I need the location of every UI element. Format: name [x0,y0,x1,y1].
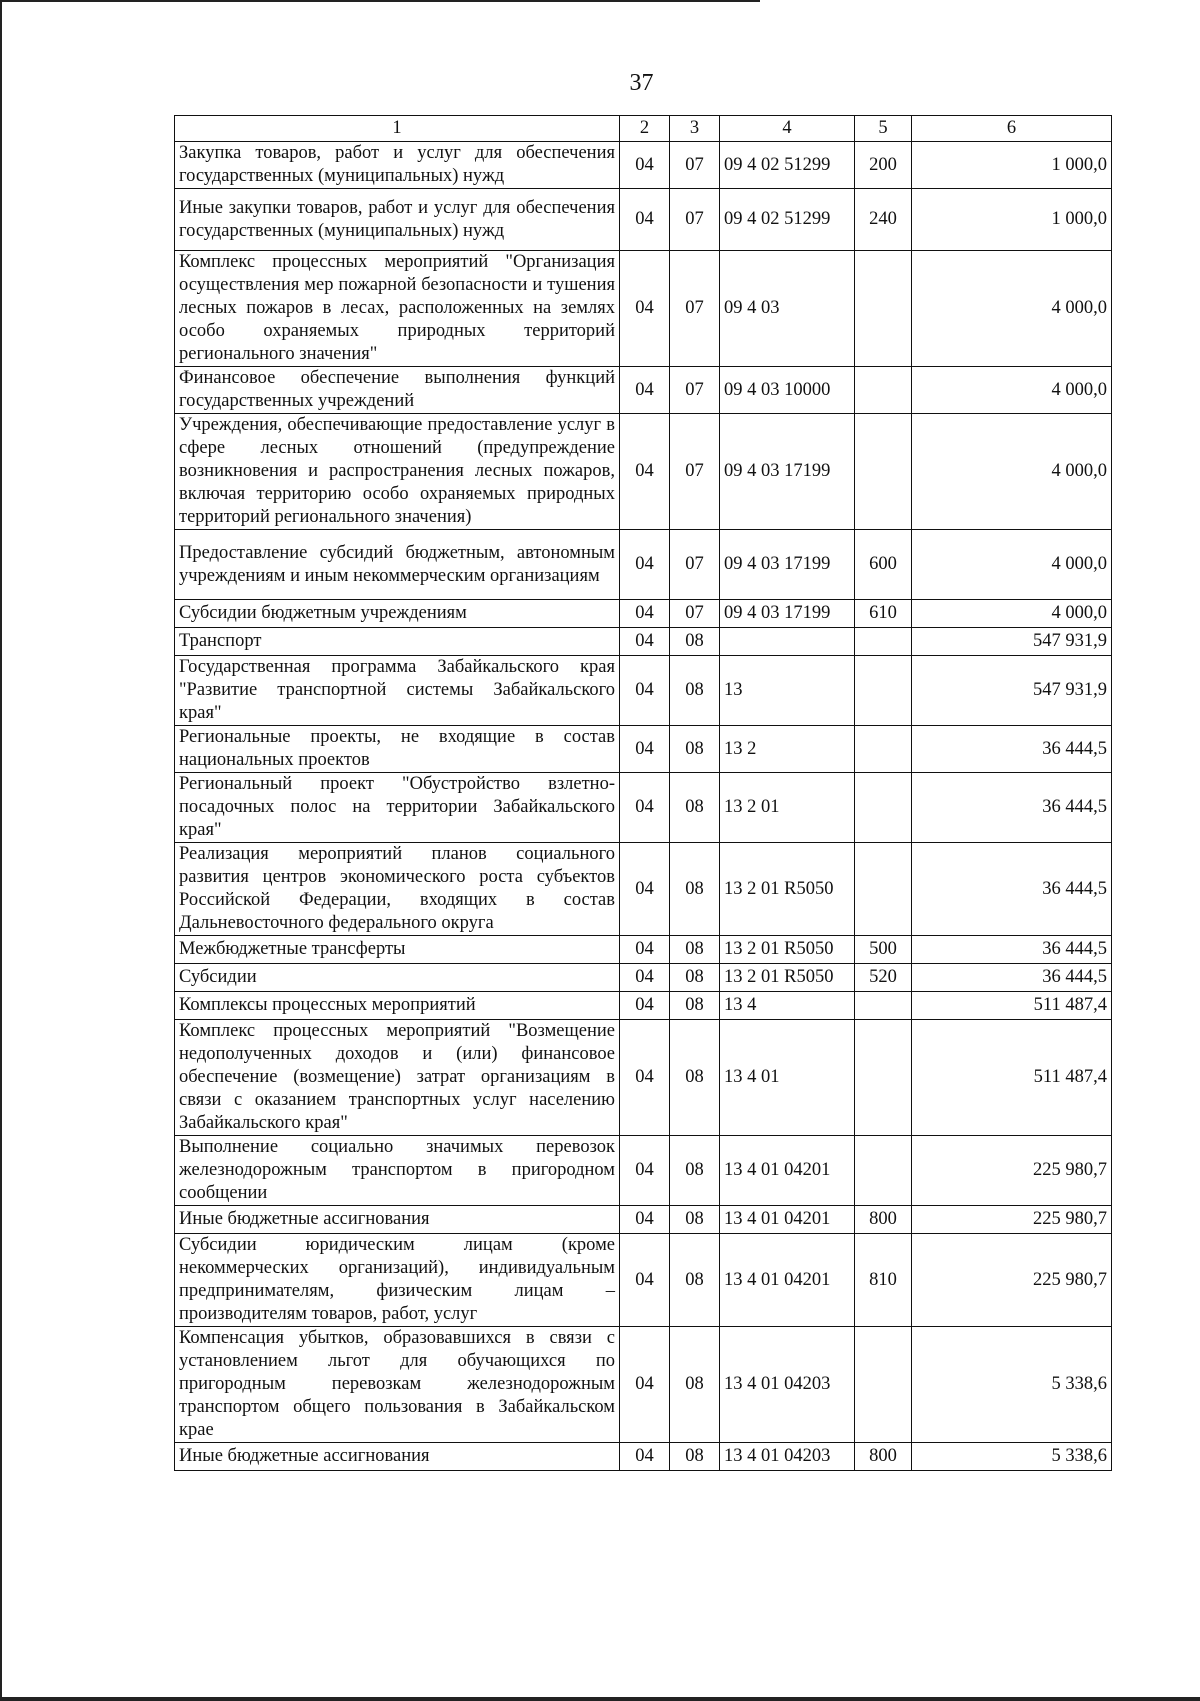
table-row [175,936,1112,964]
row-expense-type [855,773,912,843]
row-subsection: 08 [670,726,720,773]
row-section: 04 [620,189,670,251]
row-expense-type: 800 [855,1443,912,1471]
row-target-article [720,628,855,656]
table-row [175,1234,1112,1327]
scan-edge-top [0,0,760,2]
row-target-article: 13 4 01 04201 [720,1234,855,1327]
table-row [175,1327,1112,1443]
row-target-article: 09 4 02 51299 [720,189,855,251]
header-row [175,116,1112,142]
row-expense-type [855,726,912,773]
table-row [175,1206,1112,1234]
row-subsection: 08 [670,1327,720,1443]
row-amount: 1 000,0 [912,189,1112,251]
row-section: 04 [620,251,670,367]
row-section: 04 [620,600,670,628]
row-subsection: 08 [670,843,720,936]
row-name: Комплекс процессных мероприятий "Организация осуществления мер пожарной безопасности и тушения лесных пожаров в лесах, расположенных на землях особо охраняемых природных территорий регионального значения" [175,251,620,367]
row-amount: 547 931,9 [912,656,1112,726]
row-target-article: 13 2 [720,726,855,773]
row-subsection: 07 [670,367,720,414]
table-row [175,189,1112,251]
row-subsection: 07 [670,530,720,600]
row-section: 04 [620,843,670,936]
row-name: Учреждения, обеспечивающие предоставление услуг в сфере лесных отношений (предупреждение возникновения и распространения лесных пожаров, включая территорию особо охраняемых природных территорий регионального значения) [175,414,620,530]
scan-edge-left [0,0,2,1701]
table-row [175,414,1112,530]
row-amount: 36 444,5 [912,726,1112,773]
row-subsection: 08 [670,936,720,964]
row-section: 04 [620,1206,670,1234]
row-target-article: 13 2 01 R5050 [720,936,855,964]
row-section: 04 [620,773,670,843]
table-row [175,628,1112,656]
row-name: Региональный проект "Обустройство взлетно-посадочных полос на территории Забайкальского края" [175,773,620,843]
row-amount: 36 444,5 [912,843,1112,936]
column-header: 5 [855,116,912,142]
row-expense-type [855,992,912,1020]
row-section: 04 [620,628,670,656]
row-expense-type: 800 [855,1206,912,1234]
row-subsection: 08 [670,1020,720,1136]
row-section: 04 [620,1327,670,1443]
row-target-article: 13 2 01 [720,773,855,843]
row-name: Комплекс процессных мероприятий "Возмещение недополученных доходов и (или) финансовое обеспечение (возмещение) затрат организациям в связи с оказанием транспортных услуг населению Забайкальского края" [175,1020,620,1136]
row-expense-type: 600 [855,530,912,600]
column-header: 3 [670,116,720,142]
row-expense-type: 200 [855,142,912,189]
table-row [175,142,1112,189]
row-expense-type [855,414,912,530]
row-target-article: 13 4 01 04201 [720,1136,855,1206]
row-expense-type [855,843,912,936]
row-section: 04 [620,142,670,189]
row-section: 04 [620,1136,670,1206]
row-subsection: 08 [670,1234,720,1327]
row-target-article: 09 4 02 51299 [720,142,855,189]
row-amount: 225 980,7 [912,1136,1112,1206]
row-subsection: 07 [670,414,720,530]
row-name: Реализация мероприятий планов социального развития центров экономического роста субъектов Российской Федерации, входящих в состав Дальневосточного федерального округа [175,843,620,936]
row-section: 04 [620,367,670,414]
row-section: 04 [620,726,670,773]
table-row [175,1443,1112,1471]
row-expense-type: 500 [855,936,912,964]
row-target-article: 13 [720,656,855,726]
row-name: Субсидии [175,964,620,992]
row-amount: 4 000,0 [912,367,1112,414]
row-subsection: 07 [670,142,720,189]
row-name: Межбюджетные трансферты [175,936,620,964]
row-amount: 225 980,7 [912,1234,1112,1327]
row-name: Региональные проекты, не входящие в состав национальных проектов [175,726,620,773]
row-name: Субсидии бюджетным учреждениям [175,600,620,628]
row-target-article: 09 4 03 10000 [720,367,855,414]
row-name: Предоставление субсидий бюджетным, автономным учреждениям и иным некоммерческим организациям [175,530,620,600]
row-target-article: 09 4 03 17199 [720,600,855,628]
row-expense-type [855,1327,912,1443]
table-row [175,1020,1112,1136]
row-amount: 511 487,4 [912,992,1112,1020]
row-subsection: 08 [670,992,720,1020]
scan-edge-bottom [0,1697,1200,1701]
table-row [175,251,1112,367]
row-name: Иные бюджетные ассигнования [175,1443,620,1471]
row-amount: 4 000,0 [912,530,1112,600]
row-target-article: 13 4 [720,992,855,1020]
column-header: 6 [912,116,1112,142]
row-name: Иные закупки товаров, работ и услуг для обеспечения государственных (муниципальных) нужд [175,189,620,251]
row-expense-type [855,1020,912,1136]
page-number: 37 [629,70,654,96]
row-amount: 36 444,5 [912,964,1112,992]
row-section: 04 [620,992,670,1020]
row-amount: 4 000,0 [912,414,1112,530]
row-section: 04 [620,936,670,964]
row-target-article: 13 4 01 04201 [720,1206,855,1234]
row-target-article: 13 2 01 R5050 [720,843,855,936]
column-header: 1 [175,116,620,142]
row-subsection: 08 [670,773,720,843]
budget-table [174,115,1112,1471]
row-name: Закупка товаров, работ и услуг для обеспечения государственных (муниципальных) нужд [175,142,620,189]
row-amount: 5 338,6 [912,1443,1112,1471]
row-expense-type [855,251,912,367]
table-row [175,726,1112,773]
row-amount: 36 444,5 [912,773,1112,843]
table-row [175,656,1112,726]
row-amount: 4 000,0 [912,251,1112,367]
row-amount: 4 000,0 [912,600,1112,628]
row-subsection: 08 [670,628,720,656]
row-expense-type: 610 [855,600,912,628]
table-row [175,992,1112,1020]
row-section: 04 [620,656,670,726]
row-expense-type [855,1136,912,1206]
row-amount: 511 487,4 [912,1020,1112,1136]
row-subsection: 08 [670,964,720,992]
row-expense-type: 520 [855,964,912,992]
row-expense-type [855,628,912,656]
table-row [175,600,1112,628]
row-section: 04 [620,964,670,992]
row-target-article: 09 4 03 17199 [720,414,855,530]
row-name: Комплексы процессных мероприятий [175,992,620,1020]
column-header: 4 [720,116,855,142]
row-expense-type [855,656,912,726]
row-target-article: 13 4 01 [720,1020,855,1136]
row-section: 04 [620,530,670,600]
row-section: 04 [620,1020,670,1136]
row-section: 04 [620,1234,670,1327]
row-target-article: 09 4 03 17199 [720,530,855,600]
row-target-article: 13 4 01 04203 [720,1327,855,1443]
row-name: Компенсация убытков, образовавшихся в связи с установлением льгот для обучающихся по пригородным перевозкам железнодорожным транспортом общего пользования в Забайкальском крае [175,1327,620,1443]
table-row [175,843,1112,936]
row-expense-type: 240 [855,189,912,251]
column-header: 2 [620,116,670,142]
row-name: Финансовое обеспечение выполнения функций государственных учреждений [175,367,620,414]
row-subsection: 07 [670,189,720,251]
row-expense-type: 810 [855,1234,912,1327]
row-amount: 36 444,5 [912,936,1112,964]
row-subsection: 07 [670,251,720,367]
row-section: 04 [620,1443,670,1471]
row-subsection: 08 [670,1136,720,1206]
row-name: Государственная программа Забайкальского края "Развитие транспортной системы Забайкальского края" [175,656,620,726]
table-row [175,367,1112,414]
row-subsection: 07 [670,600,720,628]
row-target-article: 09 4 03 [720,251,855,367]
row-target-article: 13 2 01 R5050 [720,964,855,992]
row-subsection: 08 [670,1443,720,1471]
row-name: Иные бюджетные ассигнования [175,1206,620,1234]
row-amount: 547 931,9 [912,628,1112,656]
row-name: Субсидии юридическим лицам (кроме некоммерческих организаций), индивидуальным предпринимателям, физическим лицам – производителям товаров, работ, услуг [175,1234,620,1327]
row-name: Выполнение социально значимых перевозок железнодорожным транспортом в пригородном сообщении [175,1136,620,1206]
row-name: Транспорт [175,628,620,656]
row-section: 04 [620,414,670,530]
row-expense-type [855,367,912,414]
row-subsection: 08 [670,1206,720,1234]
table-row [175,1136,1112,1206]
row-amount: 5 338,6 [912,1327,1112,1443]
row-subsection: 08 [670,656,720,726]
table-row [175,964,1112,992]
table-row [175,773,1112,843]
row-target-article: 13 4 01 04203 [720,1443,855,1471]
row-amount: 225 980,7 [912,1206,1112,1234]
row-amount: 1 000,0 [912,142,1112,189]
table-row [175,530,1112,600]
